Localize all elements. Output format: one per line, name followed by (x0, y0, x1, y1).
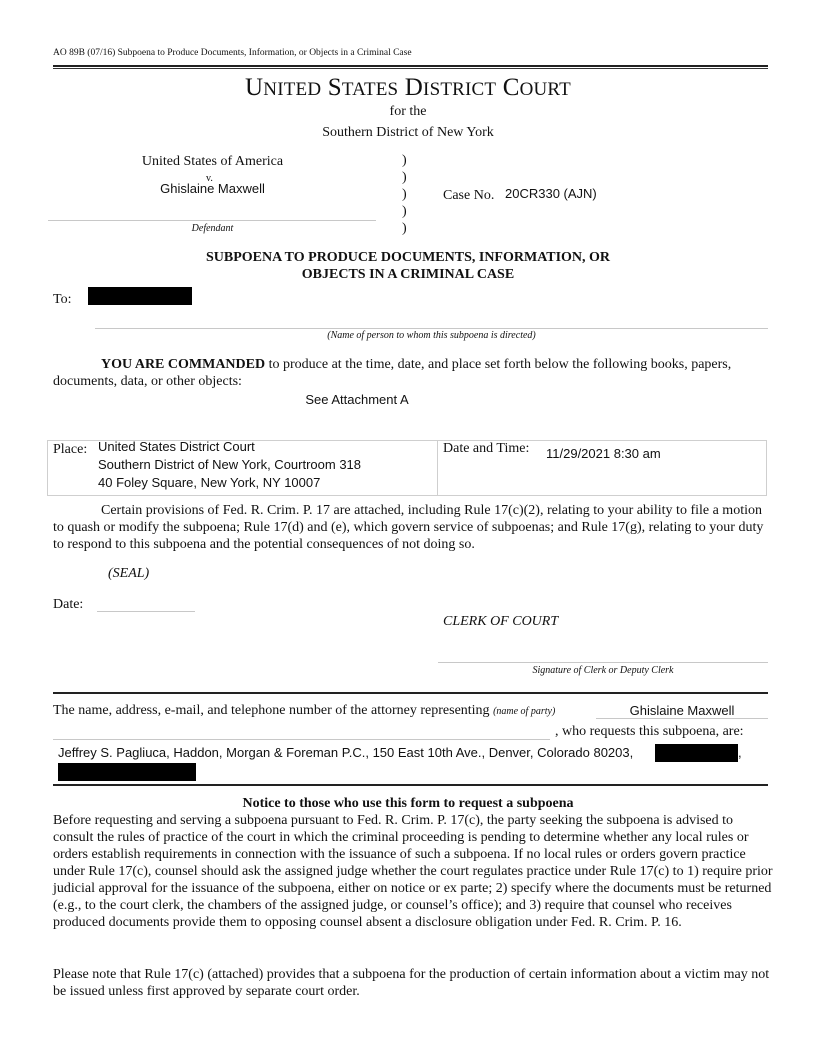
party-name-field[interactable]: Ghislaine Maxwell (629, 703, 735, 718)
defendant-underline (48, 220, 376, 221)
court-district: Southern District of New York (322, 125, 494, 140)
caption-paren: ) (402, 204, 407, 219)
name-of-party-label: (name of party) (493, 706, 556, 717)
caption-paren: ) (402, 153, 407, 168)
party-underline (596, 718, 768, 719)
seal-label: (SEAL) (108, 566, 150, 581)
court-title (0, 74, 816, 102)
subpoena-title-line: OBJECTS IN A CRIMINAL CASE (301, 267, 515, 282)
attorney-intro-text: The name, address, e-mail, and telephone number of the attorney representing (53, 703, 494, 718)
for-the-label: for the (389, 104, 427, 119)
commanded-text: to produce at the time, date, and place set forth below the following books, papers, documents, data, or other objects: (53, 357, 732, 389)
case-number-field[interactable]: 20CR330 (AJN) (505, 186, 597, 201)
attachment-field[interactable]: See Attachment A (305, 392, 409, 407)
subpoena-title (0, 249, 816, 283)
date-time-field[interactable]: 11/29/2021 8:30 am (546, 446, 661, 461)
date-label: Date: (53, 597, 84, 612)
recipient-caption: (Name of person to whom this subpoena is directed) (327, 330, 536, 341)
plaintiff-name: United States of America (141, 154, 284, 169)
attorney-comma: , (738, 745, 742, 760)
place-field-line[interactable]: United States District Court (98, 439, 255, 454)
provisions-text: Certain provisions of Fed. R. Crim. P. 17 are attached, including Rule 17(c)(2), relating to your ability to file a motion to quash or modify the subpoena; Rule 17(d) and (e), which govern service of subpoenas; and Rule 17(g), relating to your duty to respond to this subpoena and the potential consequences of not doing so. (53, 503, 764, 552)
provisions-paragraph (53, 502, 768, 553)
commanded-paragraph (53, 356, 768, 390)
court-title-word: COURT (502, 74, 571, 101)
defendant-label: Defendant (191, 223, 234, 234)
recipient-redaction (88, 287, 192, 305)
case-number-label: Case No. (443, 188, 495, 203)
court-title-word: UNITED (245, 74, 322, 101)
caption-paren: ) (402, 187, 407, 202)
place-field-line[interactable]: Southern District of New York, Courtroom 318 (98, 457, 362, 472)
notice-paragraph: Please note that Rule 17(c) (attached) provides that a subpoena for the production of certain information about a victim may not be issued unless first approved by separate court order. (53, 967, 770, 999)
recipient-underline (95, 328, 768, 329)
subpoena-title-line: SUBPOENA TO PRODUCE DOCUMENTS, INFORMATION, OR (205, 250, 611, 265)
commanded-lead: YOU ARE COMMANDED (101, 357, 266, 372)
attorney-section-rule (53, 692, 768, 694)
attorney-email-redaction (655, 744, 738, 762)
defendant-name-field[interactable]: Ghislaine Maxwell (160, 181, 265, 196)
attorney-phone-redaction (58, 763, 196, 781)
header-rule-thin (53, 68, 768, 69)
versus-label: v. (206, 173, 213, 184)
attorney-section-bottom-rule (53, 784, 768, 786)
attorney-blank-underline (53, 739, 550, 740)
signature-caption: Signature of Clerk or Deputy Clerk (532, 665, 674, 676)
clerk-of-court-label: CLERK OF COURT (443, 614, 559, 629)
date-field[interactable] (97, 611, 195, 612)
caption-paren: ) (402, 170, 407, 185)
court-title-word: STATES (327, 74, 399, 101)
notice-paragraph: Before requesting and serving a subpoena pursuant to Fed. R. Crim. P. 17(c), the party seeking the subpoena is advised to consult the rules of practice of the court in which the criminal proceeding is pending to determine whether any local rules or orders establish requirements in connection with the issuance of such a subpoena. If no local rules or orders govern practice under Rule 17(c), counsel should ask the assigned judge whether the court regulates practice under Rule 17(c) to 1) require prior judicial approval for the issuance of the subpoena, either on notice or ex parte; 2) specify where the documents must be returned (e.g., to the court clerk, the chambers of the assigned judge, or counsel’s office); and 3) require that counsel who receives produced documents provide them to opposing counsel absent a disclosure obligation under Fed. R. Crim. P. 16. (53, 813, 773, 930)
requests-text: , who requests this subpoena, are: (555, 724, 744, 739)
place-date-divider (437, 440, 438, 496)
form-number-header: AO 89B (07/16) Subpoena to Produce Documents, Information, or Objects in a Criminal Case (53, 48, 412, 58)
signature-field[interactable] (438, 662, 768, 663)
date-time-label: Date and Time: (443, 441, 530, 456)
attorney-info-field[interactable]: Jeffrey S. Pagliuca, Haddon, Morgan & Foreman P.C., 150 East 10th Ave., Denver, Colorado 80203, (58, 745, 634, 760)
header-rule-thick (53, 65, 768, 67)
to-label: To: (53, 292, 72, 307)
place-label: Place: (53, 442, 88, 457)
caption-paren: ) (402, 221, 407, 236)
court-title-word: DISTRICT (404, 74, 497, 101)
attorney-intro (53, 703, 555, 719)
place-field-line[interactable]: 40 Foley Square, New York, NY 10007 (98, 475, 321, 490)
notice-title: Notice to those who use this form to request a subpoena (242, 796, 574, 811)
